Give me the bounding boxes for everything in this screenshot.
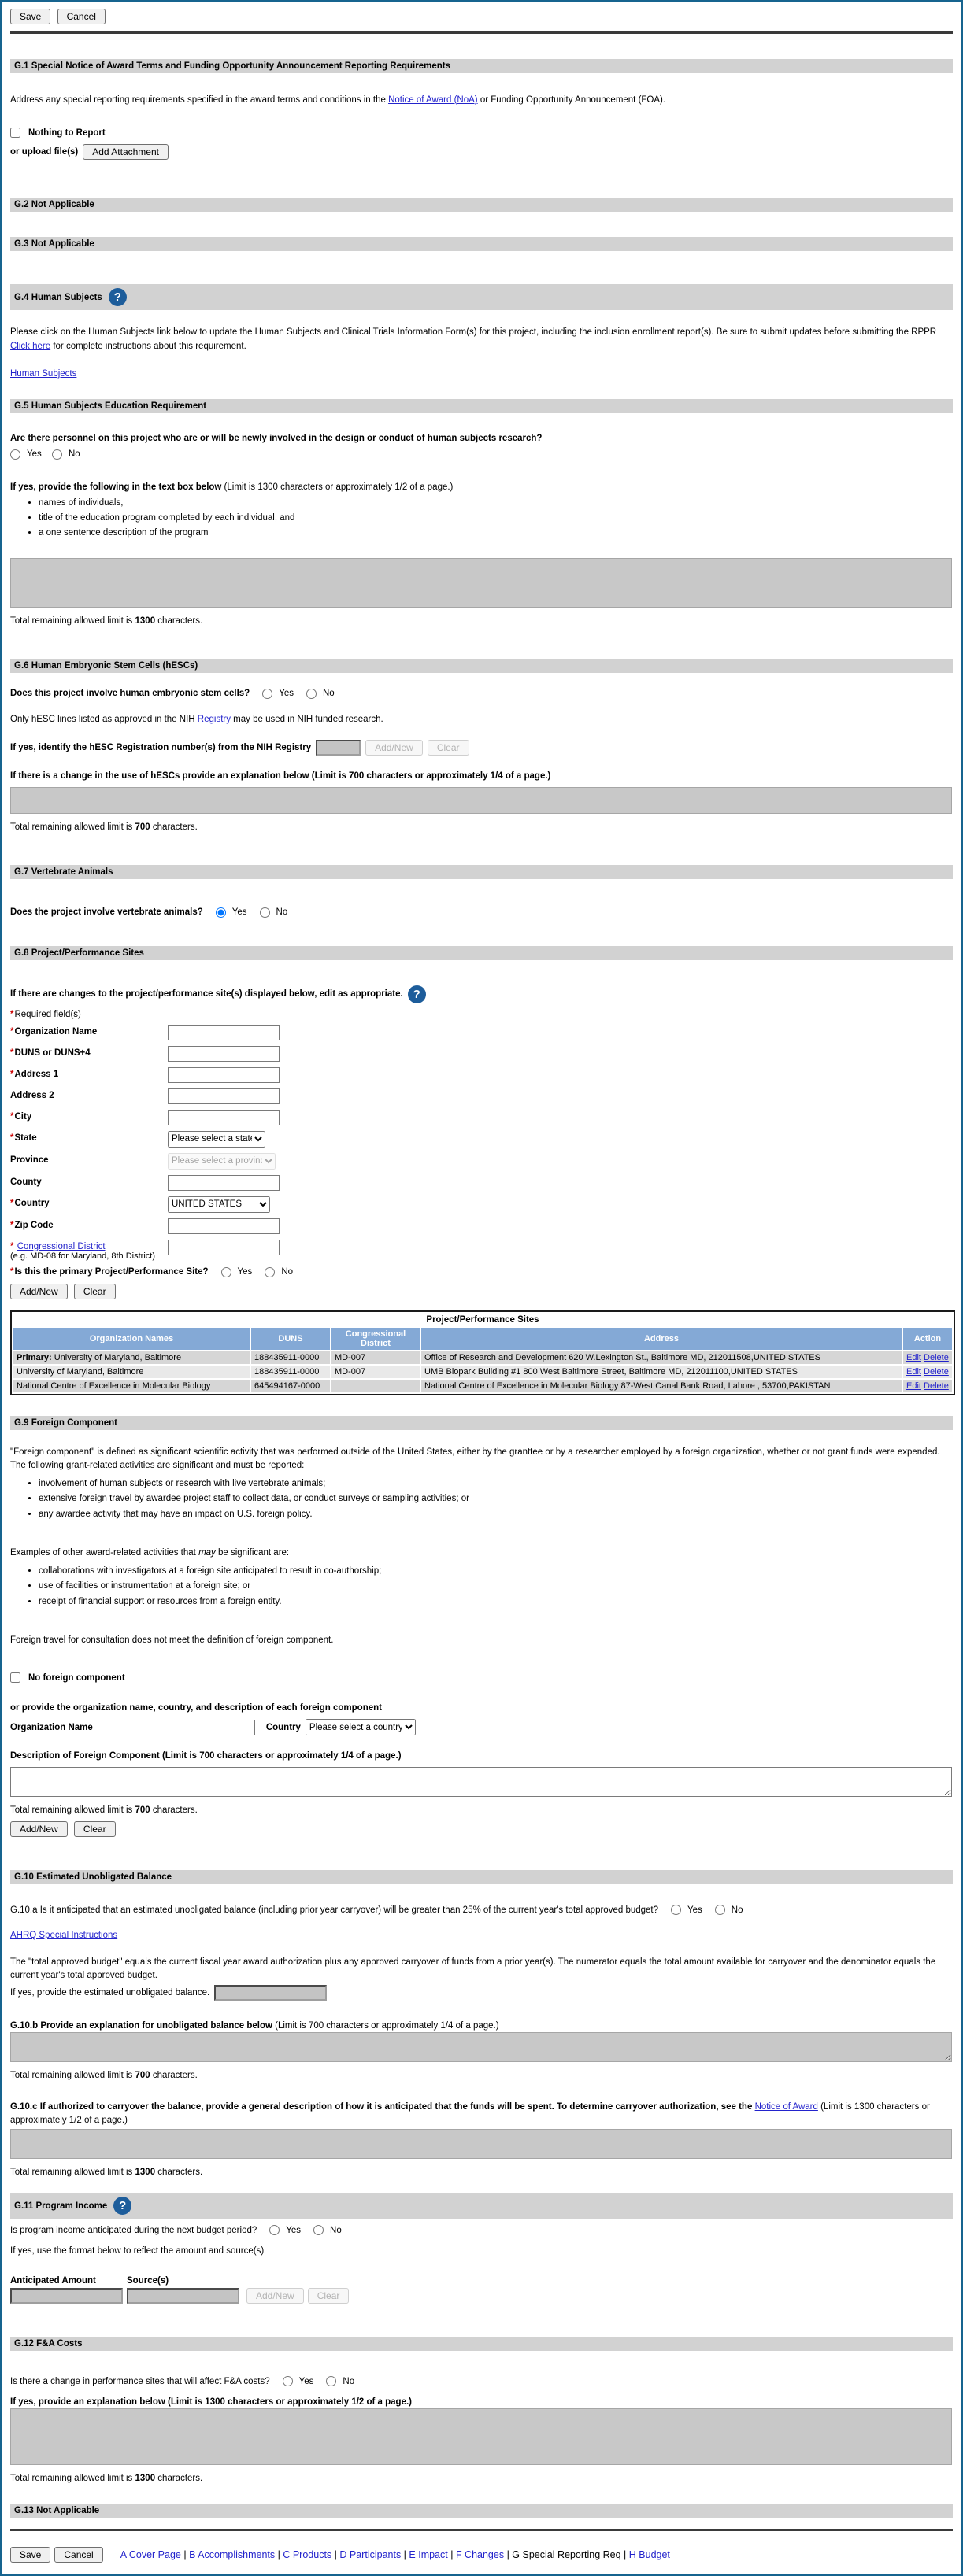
duns-label: DUNS or DUNS+4	[14, 1048, 91, 1058]
g10a-question: G.10.a Is it anticipated that an estimated unobligated balance (including prior year carryover) will be greater than 25% of the current year's total approved budget?	[10, 1905, 659, 1915]
g6-no-option[interactable]: No	[306, 689, 335, 699]
duns-cell: 188435911-0000	[251, 1351, 330, 1364]
county-label: County	[10, 1177, 42, 1187]
g8-add-new-button[interactable]: Add/New	[10, 1284, 68, 1299]
g9-limit-count: 700	[135, 1805, 150, 1815]
col-header-duns: DUNS	[251, 1328, 330, 1350]
g8-primary-no-radio[interactable]	[265, 1267, 275, 1277]
g5-bullet-list	[21, 497, 953, 541]
g8-duns-row	[10, 1046, 953, 1062]
g7-no-radio[interactable]	[260, 907, 270, 918]
registry-link[interactable]: Registry	[197, 714, 231, 724]
g6-registry-note: Only hESC lines listed as approved in the NIH Registry may be used in NIH funded research.	[10, 714, 383, 724]
address2-label: Address 2	[10, 1090, 54, 1100]
help-icon[interactable]	[408, 985, 426, 1003]
table-row	[13, 1380, 952, 1392]
zip-label: Zip Code	[14, 1220, 54, 1230]
help-icon[interactable]	[113, 2197, 131, 2215]
top-toolbar	[10, 9, 953, 24]
g10c-limit-count: 1300	[135, 2168, 156, 2177]
g9-definition: "Foreign component" is defined as significant scientific activity that was performed outside of the United States, either by the granttee or by a researcher employed by a foreign organization, whether or not grant funds were expended. The following grant-related activities are significant and must be reported:	[10, 1447, 940, 1470]
table-row	[13, 1351, 952, 1364]
g6-registration-label: If yes, identify the hESC Registration number(s) from the NIH Registry	[10, 742, 312, 752]
click-here-link[interactable]: Click here	[10, 341, 51, 351]
nav-changes-link[interactable]: F Changes	[455, 2549, 505, 2560]
g8-clear-button[interactable]: Clear	[74, 1284, 116, 1299]
add-attachment-button[interactable]: Add Attachment	[83, 144, 169, 160]
g5-yes-radio[interactable]	[10, 449, 20, 460]
g5-question: Are there personnel on this project who are or will be newly involved in the design or conduct of human subjects research?	[10, 433, 543, 443]
org-name-label: Organization Name	[14, 1026, 98, 1037]
address-cell: Office of Research and Development 620 W.Lexington St., Baltimore MD, 212011508,UNITED STATES	[421, 1351, 902, 1364]
g12-question: Is there a change in performance sites that will affect F&A costs?	[10, 2376, 270, 2386]
col-header-address: Address	[421, 1328, 902, 1350]
g12-textarea[interactable]	[10, 2408, 952, 2465]
g9-or-provide-note: or provide the organization name, country, and description of each foreign component	[10, 1703, 382, 1713]
g9-org-label: Organization Name	[10, 1722, 93, 1732]
g8-state-row	[10, 1131, 953, 1148]
county-input[interactable]	[168, 1175, 280, 1191]
g10b-textarea[interactable]	[10, 2032, 952, 2062]
g10-balance-label: If yes, provide the estimated unobligated balance.	[10, 1987, 210, 1998]
performance-sites-table	[10, 1310, 955, 1395]
g9-bullet: • use of facilities or instrumentation at a foreign site; or	[39, 1580, 953, 1593]
yes-label: Yes	[27, 449, 42, 460]
city-input[interactable]	[168, 1110, 280, 1125]
g4-text-post: for complete instructions about this requirement.	[50, 341, 246, 351]
no-label: No	[68, 449, 80, 460]
help-icon[interactable]	[109, 288, 127, 306]
g10c-textarea[interactable]	[10, 2129, 952, 2159]
section-header-g5: G.5 Human Subjects Education Requirement	[10, 399, 953, 413]
section-header-g7: G.7 Vertebrate Animals	[10, 865, 953, 879]
save-button[interactable]: Save	[10, 9, 50, 24]
g8-primary-yes-radio[interactable]	[221, 1267, 231, 1277]
nav-products-link[interactable]: C Products	[283, 2549, 332, 2560]
delete-link[interactable]: Delete	[924, 1352, 949, 1362]
g7-yes-option[interactable]: Yes	[216, 907, 247, 918]
duns-input[interactable]	[168, 1046, 280, 1062]
g6-question: Does this project involve human embryonic stem cells?	[10, 689, 250, 698]
section-header-g11	[10, 2193, 953, 2219]
g6-clear-button[interactable]: Clear	[428, 740, 469, 756]
g4-header-label: G.4 Human Subjects	[14, 292, 102, 302]
address-cell: UMB Biopark Building #1 800 West Baltimore Street, Baltimore MD, 212011100,UNITED STATES	[421, 1366, 902, 1378]
edit-link[interactable]: Edit	[906, 1366, 921, 1377]
g4-instructions	[10, 326, 953, 353]
no-foreign-component-checkbox[interactable]	[10, 1672, 20, 1683]
g9-bullet-list-1	[21, 1477, 953, 1521]
nav-impact-link[interactable]: E Impact	[409, 2549, 448, 2560]
g11-clear-button[interactable]: Clear	[308, 2288, 350, 2304]
g5-textarea[interactable]	[10, 558, 952, 608]
district-input[interactable]	[168, 1240, 280, 1255]
g5-no-radio[interactable]	[52, 449, 62, 460]
g12-limit-count: 1300	[135, 2474, 156, 2483]
g8-province-row	[10, 1153, 953, 1170]
anticipated-amount-input[interactable]	[10, 2288, 123, 2304]
section-header-g4	[10, 284, 953, 310]
g5-yes-option[interactable]	[10, 449, 42, 460]
g5-radio-group	[10, 449, 953, 462]
save-button[interactable]: Save	[10, 2547, 50, 2563]
g10a-yes-option[interactable]: Yes	[671, 1905, 702, 1915]
g8-primary-yes-option[interactable]: Yes	[221, 1267, 253, 1277]
district-cell: MD-007	[331, 1366, 420, 1378]
country-select[interactable]	[168, 1196, 270, 1213]
g10a-no-option[interactable]: No	[715, 1905, 743, 1915]
edit-link[interactable]: Edit	[906, 1380, 921, 1391]
g6-limit-count: 700	[135, 822, 150, 832]
g6-yes-option[interactable]: Yes	[262, 689, 294, 699]
g6-registration-row	[10, 740, 953, 756]
edit-link[interactable]: Edit	[906, 1352, 921, 1362]
nav-accomplishments-link[interactable]: B Accomplishments	[189, 2549, 276, 2560]
g6-remaining-note: Total remaining allowed limit is 700 characters.	[10, 822, 198, 832]
g8-country-row	[10, 1196, 953, 1213]
section-header-g12: G.12 F&A Costs	[10, 2337, 953, 2351]
g8-buttons-row	[10, 1284, 953, 1299]
nothing-to-report-label: Nothing to Report	[28, 128, 106, 138]
nav-participants-link[interactable]: D Participants	[339, 2549, 402, 2560]
g10-balance-row	[10, 1985, 953, 2001]
section-header-g2: G.2 Not Applicable	[10, 198, 953, 212]
g9-org-country-row	[10, 1719, 953, 1735]
cancel-button[interactable]: Cancel	[57, 9, 106, 24]
g10a-question-row	[10, 1905, 953, 1915]
g7-question: Does the project involve vertebrate animals?	[10, 907, 203, 917]
g6-no-radio[interactable]	[306, 689, 317, 699]
g12-remaining-note: Total remaining allowed limit is 1300 characters.	[10, 2474, 203, 2483]
address2-input[interactable]	[168, 1088, 280, 1104]
g6-registration-input[interactable]	[316, 740, 361, 756]
g11-question: Is program income anticipated during the next budget period?	[10, 2225, 257, 2235]
g8-primary-no-option[interactable]: No	[265, 1267, 293, 1277]
g9-bullet-list-2	[21, 1565, 953, 1609]
g6-yes-radio[interactable]	[262, 689, 272, 699]
congressional-district-link[interactable]: Congressional District	[17, 1241, 106, 1251]
required-fields-note: Required field(s)	[14, 1009, 81, 1019]
g8-address2-row	[10, 1088, 953, 1104]
g8-instruction-row	[10, 985, 953, 1003]
g8-primary-site-row	[10, 1267, 953, 1277]
g9-travel-note: Foreign travel for consultation does not meet the definition of foreign component.	[10, 1635, 334, 1645]
cancel-button[interactable]: Cancel	[54, 2547, 102, 2563]
ahrq-instructions-link[interactable]: AHRQ Special Instructions	[10, 1931, 118, 1940]
g9-no-foreign-row	[10, 1672, 953, 1683]
g9-buttons-row	[10, 1821, 953, 1837]
primary-prefix: Primary:	[17, 1352, 52, 1362]
g9-country-label: Country	[265, 1722, 301, 1732]
g9-description-textarea[interactable]	[10, 1767, 952, 1797]
g7-yes-radio[interactable]	[216, 907, 226, 918]
org-cell: University of Maryland, Baltimore	[51, 1352, 182, 1362]
delete-link[interactable]: Delete	[924, 1380, 949, 1391]
g5-no-option[interactable]	[52, 449, 80, 460]
g11-header-label: G.11 Program Income	[14, 2201, 108, 2211]
anticipated-amount-label: Anticipated Amount	[10, 2276, 96, 2286]
col-header-action: Action	[903, 1328, 952, 1350]
g9-country-select[interactable]	[306, 1719, 416, 1735]
section-header-g9: G.9 Foreign Component	[10, 1416, 953, 1430]
g5-ifyes-bold: If yes, provide the following in the text box below	[10, 482, 222, 492]
section-header-g3: G.3 Not Applicable	[10, 237, 953, 251]
district-cell	[331, 1380, 420, 1392]
g11-ifyes-note: If yes, use the format below to reflect the amount and source(s)	[10, 2246, 265, 2256]
g1-text-pre: Address any special reporting requirements specified in the award terms and conditions in the	[10, 95, 389, 105]
notice-of-award-link[interactable]: Notice of Award	[754, 2101, 818, 2112]
sources-input[interactable]	[127, 2288, 239, 2304]
g6-textarea[interactable]	[10, 787, 952, 814]
state-label: State	[14, 1133, 37, 1143]
g12-no-option[interactable]: No	[326, 2376, 354, 2386]
g9-org-input[interactable]	[98, 1720, 255, 1735]
g6-question-row	[10, 689, 953, 699]
g8-org-row	[10, 1025, 953, 1040]
col-header-district: Congressional District	[331, 1328, 420, 1350]
nothing-to-report-checkbox[interactable]	[10, 128, 20, 138]
g9-bullet: • collaborations with investigators at a foreign site anticipated to result in co-authorship;	[39, 1565, 953, 1578]
state-select[interactable]	[168, 1131, 265, 1148]
address1-input[interactable]	[168, 1067, 280, 1083]
g11-yes-radio[interactable]	[269, 2225, 280, 2235]
g12-question-row	[10, 2376, 953, 2386]
section-header-g1: G.1 Special Notice of Award Terms and Funding Opportunity Announcement Reporting Requirements	[10, 59, 953, 73]
g9-bullet: • any awardee activity that may have an impact on U.S. foreign policy.	[39, 1508, 953, 1521]
g8-instruction: If there are changes to the project/performance site(s) displayed below, edit as appropriate.	[10, 989, 403, 999]
g1-upload-row	[10, 144, 953, 160]
section-header-g13: G.13 Not Applicable	[10, 2504, 953, 2518]
g1-nothing-to-report-row	[10, 128, 953, 138]
g11-yes-option[interactable]: Yes	[269, 2225, 301, 2235]
g11-no-radio[interactable]	[313, 2225, 324, 2235]
g7-no-option[interactable]: No	[260, 907, 288, 918]
g8-district-row	[10, 1240, 953, 1261]
human-subjects-link[interactable]: Human Subjects	[10, 368, 77, 379]
g12-yes-option[interactable]: Yes	[283, 2376, 314, 2386]
g4-text-pre: Please click on the Human Subjects link below to update the Human Subjects and Clinical Trials Information Form(s) for this project, including the inclusion enrollment report(s). Be sure to submit updates before submitting the RPPR	[10, 327, 937, 338]
g5-ifyes-note	[10, 482, 953, 492]
nav-budget-link[interactable]: H Budget	[628, 2549, 670, 2560]
notice-of-award-link[interactable]: Notice of Award (NoA)	[388, 95, 478, 105]
g6-change-note: If there is a change in the use of hESCs provide an explanation below (Limit is 700 characters or approximately 1/4 of a page.)	[10, 771, 551, 781]
g10c-label: G.10.c If authorized to carryover the balance, provide a general description of how it is anticipated that the funds will be spent. To determine carryover authorization, see the Notice of Award (Limit is 1300 characters or approximately 1/2 of a page.)	[10, 2101, 930, 2125]
col-header-org: Organization Names	[13, 1328, 250, 1350]
bottom-divider	[10, 2529, 953, 2531]
district-hint: (e.g. MD-08 for Maryland, 8th District)	[10, 1251, 155, 1261]
g10b-label: G.10.b Provide an explanation for unobligated balance below (Limit is 700 characters or approximately 1/4 of a page.)	[10, 2020, 499, 2031]
g9-remaining-note: Total remaining allowed limit is 700 characters.	[10, 1805, 198, 1815]
g11-add-new-button[interactable]: Add/New	[246, 2288, 304, 2304]
org-cell: National Centre of Excellence in Molecular Biology	[17, 1380, 211, 1391]
nav-current-section: G Special Reporting Req	[512, 2549, 621, 2560]
zip-input[interactable]	[168, 1218, 280, 1234]
g10b-limit-count: 700	[135, 2070, 150, 2080]
g12-yes-radio[interactable]	[283, 2376, 293, 2386]
g9-add-new-button[interactable]: Add/New	[10, 1821, 68, 1837]
g7-question-row	[10, 907, 953, 918]
g10-balance-input[interactable]	[214, 1985, 327, 2001]
table-row	[13, 1366, 952, 1378]
country-label: Country	[14, 1198, 50, 1208]
g10-budget-note: The "total approved budget" equals the current fiscal year award authorization plus any approved carryover of funds from a prior year(s). The numerator equals the total amount available for carryover and the denominator equals the current year's total approved budget.	[10, 1957, 936, 1981]
nav-cover-page-link[interactable]: A Cover Page	[120, 2549, 181, 2560]
section-header-g8: G.8 Project/Performance Sites	[10, 946, 953, 960]
g11-labels-row	[10, 2276, 953, 2286]
city-label: City	[14, 1111, 32, 1122]
sources-label: Source(s)	[127, 2276, 169, 2286]
no-foreign-component-label: No foreign component	[28, 1672, 125, 1683]
g10b-remaining-note: Total remaining allowed limit is 700 characters.	[10, 2070, 198, 2080]
address-cell: National Centre of Excellence in Molecular Biology 87-West Canal Bank Road, Lahore , 53700,PAKISTAN	[421, 1380, 902, 1392]
g5-limit-count: 1300	[135, 615, 156, 626]
g8-zip-row	[10, 1218, 953, 1234]
upload-files-label: or upload file(s)	[10, 147, 79, 157]
g11-no-option[interactable]: No	[313, 2225, 342, 2235]
g1-instructions	[10, 94, 953, 107]
g11-inputs-row	[10, 2288, 953, 2304]
g5-bullet-2: • title of the education program completed by each individual, and	[39, 512, 953, 525]
delete-link[interactable]: Delete	[924, 1366, 949, 1377]
g9-clear-button[interactable]: Clear	[74, 1821, 116, 1837]
g9-description-label: Description of Foreign Component (Limit is 700 characters or approximately 1/4 of a page.)	[10, 1751, 402, 1761]
g5-bullet-1: • names of individuals,	[39, 497, 953, 510]
g10c-remaining-note: Total remaining allowed limit is 1300 characters.	[10, 2168, 203, 2177]
top-divider	[10, 31, 953, 34]
section-nav	[120, 2549, 670, 2560]
g9-examples-note: Examples of other award-related activities that may be significant are:	[10, 1547, 290, 1558]
duns-cell: 645494167-0000	[251, 1380, 330, 1392]
section-header-g10: G.10 Estimated Unobligated Balance	[10, 1870, 953, 1884]
org-cell: University of Maryland, Baltimore	[17, 1366, 144, 1377]
org-name-input[interactable]	[168, 1025, 280, 1040]
g8-county-row	[10, 1175, 953, 1191]
g12-ifyes-note: If yes, provide an explanation below (Limit is 1300 characters or approximately 1/2 of a page.)	[10, 2397, 413, 2407]
table-title: Project/Performance Sites	[13, 1314, 952, 1326]
bottom-toolbar	[10, 2547, 953, 2563]
section-header-g6: G.6 Human Embryonic Stem Cells (hESCs)	[10, 659, 953, 673]
province-label: Province	[10, 1155, 49, 1165]
g12-no-radio[interactable]	[326, 2376, 336, 2386]
g11-question-row	[10, 2225, 953, 2235]
g5-bullet-3: • a one sentence description of the program	[39, 527, 953, 540]
g8-address1-row	[10, 1067, 953, 1083]
g8-city-row	[10, 1110, 953, 1125]
g10a-yes-radio[interactable]	[671, 1905, 681, 1915]
address1-label: Address 1	[14, 1069, 59, 1079]
g9-bullet: • extensive foreign travel by awardee project staff to collect data, or conduct surveys or sampling activities; or	[39, 1492, 953, 1506]
g10a-no-radio[interactable]	[715, 1905, 725, 1915]
province-select[interactable]	[168, 1153, 276, 1170]
duns-cell: 188435911-0000	[251, 1366, 330, 1378]
g1-text-post: or Funding Opportunity Announcement (FOA).	[477, 95, 666, 105]
primary-site-question: Is this the primary Project/Performance Site?	[14, 1267, 209, 1277]
g9-bullet: • receipt of financial support or resources from a foreign entity.	[39, 1595, 953, 1609]
g9-bullet: • involvement of human subjects or research with live vertebrate animals;	[39, 1477, 953, 1491]
g6-add-new-button[interactable]: Add/New	[365, 740, 423, 756]
g5-ifyes-limit: (Limit is 1300 characters or approximately 1/2 of a page.)	[221, 482, 454, 492]
district-cell: MD-007	[331, 1351, 420, 1364]
g5-remaining-note: Total remaining allowed limit is 1300 characters.	[10, 615, 203, 626]
